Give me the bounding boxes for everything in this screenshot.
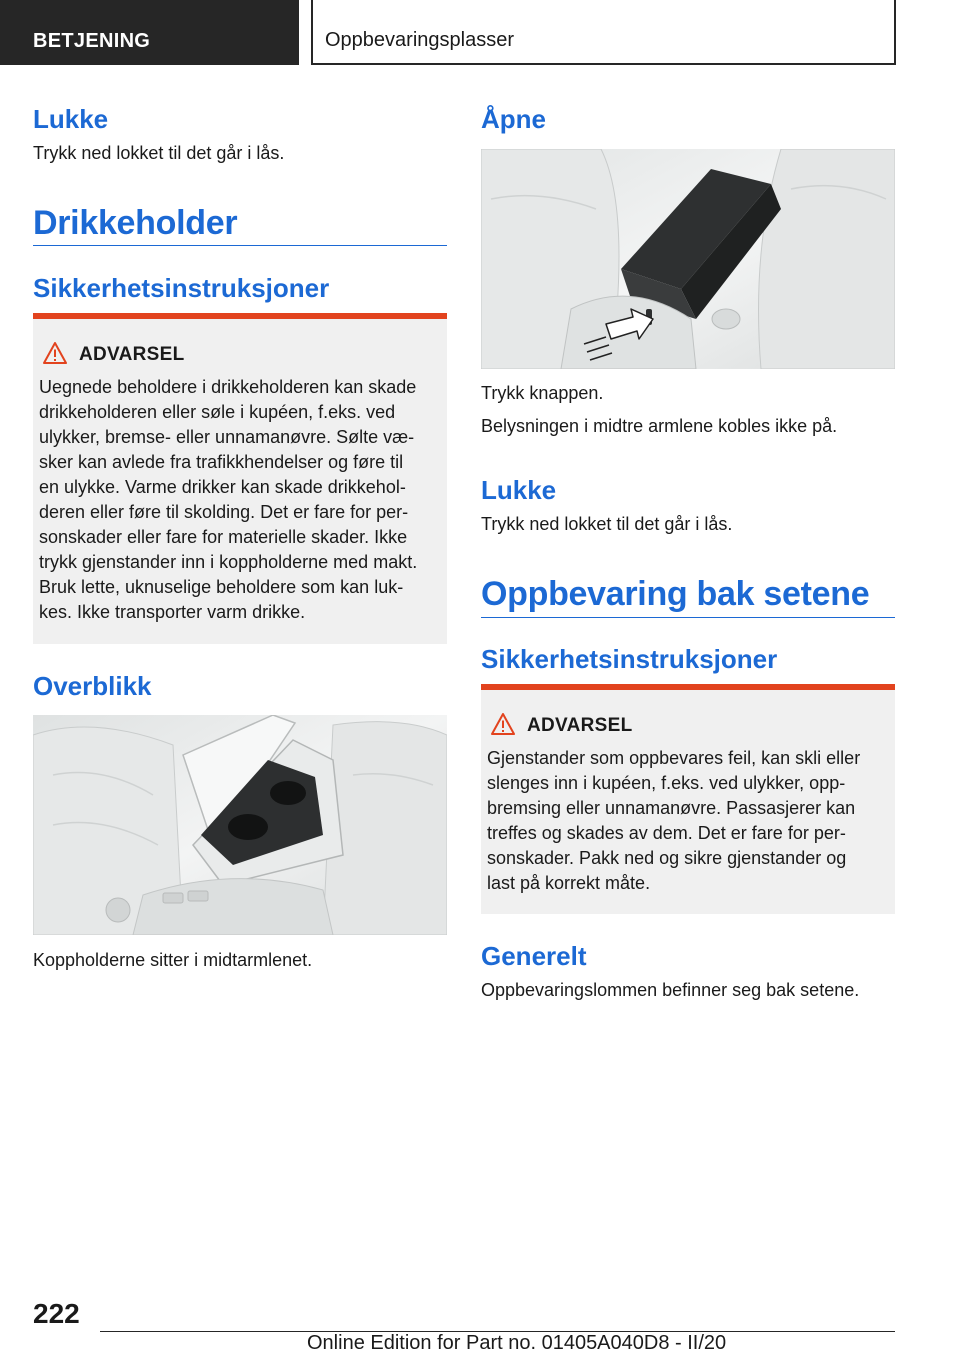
left-warning-body bbox=[39, 375, 441, 625]
warning-line: sonskader eller fare for materielle skader. Ikke bbox=[39, 527, 408, 547]
header-section-label: BETJENING bbox=[33, 30, 151, 52]
page-number: 222 bbox=[33, 1298, 80, 1329]
warning-line: slenges inn i kupéen, f.eks. ved ulykker, opp- bbox=[487, 773, 846, 793]
warning-line: drikkeholderen eller søle i kupéen, f.eks. ved bbox=[39, 402, 396, 422]
left-lukke-text: Trykk ned lokket til det går i lås. bbox=[33, 143, 285, 163]
armrest-illustration bbox=[481, 149, 895, 369]
drikkeholder-heading: Drikkeholder bbox=[33, 204, 238, 242]
warning-line: deren eller føre til skolding. Det er fare for per- bbox=[39, 502, 409, 522]
warning-triangle-icon bbox=[43, 341, 67, 365]
warning-line: sonskader. Pakk ned og sikre gjenstander og bbox=[487, 848, 847, 868]
right-lukke-text: Trykk ned lokket til det går i lås. bbox=[481, 514, 733, 534]
left-lukke-heading: Lukke bbox=[33, 104, 109, 134]
overblikk-heading: Overblikk bbox=[33, 671, 152, 701]
left-sikkerhet-heading: Sikkerhetsinstruksjoner bbox=[33, 273, 330, 303]
oppbevaring-heading: Oppbevaring bak setene bbox=[481, 575, 870, 613]
warning-triangle-icon bbox=[491, 712, 515, 736]
warning-line: last på korrekt måte. bbox=[487, 873, 651, 893]
warning-line: treffes og skades av dem. Det er fare for per- bbox=[487, 823, 846, 843]
cupholder-illustration bbox=[33, 715, 447, 935]
warning-line: kes. Ikke transporter varm drikke. bbox=[39, 602, 306, 622]
warning-line: en ulykke. Varme drikker kan skade drikkehol- bbox=[39, 477, 406, 497]
left-warning-box bbox=[33, 313, 447, 644]
right-lukke-heading: Lukke bbox=[481, 475, 557, 505]
right-warning-label: ADVARSEL bbox=[527, 715, 633, 736]
warning-line: Gjenstander som oppbevares feil, kan skli eller bbox=[487, 748, 861, 768]
overblikk-caption: Koppholderne sitter i midtarmlenet. bbox=[33, 950, 313, 970]
right-sikkerhet-heading: Sikkerhetsinstruksjoner bbox=[481, 644, 778, 674]
warning-line: trykk gjenstander inn i koppholderne med makt. bbox=[39, 552, 418, 572]
left-warning-label: ADVARSEL bbox=[79, 344, 185, 365]
apne-text-2: Belysningen i midtre armlene kobles ikke på. bbox=[481, 416, 838, 436]
footer-edition: Online Edition for Part no. 01405A040D8 - II/20 bbox=[307, 1332, 727, 1354]
apne-text-1: Trykk knappen. bbox=[481, 383, 604, 403]
apne-heading: Åpne bbox=[481, 104, 546, 134]
drikkeholder-rule bbox=[33, 245, 447, 246]
warning-line: Bruk lette, uknuselige beholdere som kan luk- bbox=[39, 577, 404, 597]
right-warning-box bbox=[481, 684, 895, 914]
oppbevaring-rule bbox=[481, 617, 895, 618]
warning-line: Uegnede beholdere i drikkeholderen kan skade bbox=[39, 377, 417, 397]
warning-line: sker kan avlede fra trafikkhendelser og føre til bbox=[39, 452, 404, 472]
header-chapter-label: Oppbevaringsplasser bbox=[325, 29, 514, 51]
warning-line: ulykker, bremse- eller unnamanøvre. Sølte væ- bbox=[39, 427, 415, 447]
generelt-heading: Generelt bbox=[481, 941, 587, 971]
generelt-text: Oppbevaringslommen befinner seg bak setene. bbox=[481, 980, 860, 1000]
header-section bbox=[0, 0, 299, 65]
header-chapter bbox=[311, 0, 896, 65]
warning-line: bremsing eller unnamanøvre. Passasjerer kan bbox=[487, 798, 856, 818]
right-warning-body bbox=[487, 746, 889, 896]
